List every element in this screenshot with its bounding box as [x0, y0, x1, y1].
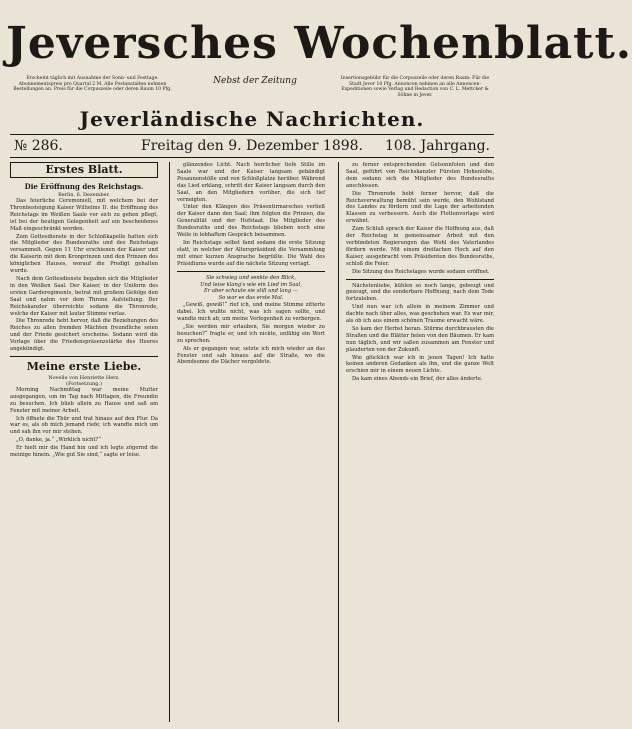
paragraph: „Sie werden mir erlauben, Sie morgen wieder zu besuchen?“ fragte er, und ich nickte, unfähig ein Wort zu sprechen.	[177, 323, 325, 344]
story-author: Novelle von Henriette Herz.	[48, 374, 120, 381]
subtitle: Jeverländische Nachrichten.	[79, 107, 425, 131]
story-title: Meine erste Liebe.	[26, 359, 142, 373]
paragraph: Im Reichstage selbst fand sodann die erste Sitzung statt, in welcher der Alterspräsident die Versammlung mit einer kurzen Ansprache begrüßte. Die Wahl des Präsidiums wurde auf die nächste Sitzung vertagt.	[177, 239, 325, 267]
paragraph: Die Thronrede hebt hervor, daß die Beziehungen des Reiches zu allen fremden Mächten freundliche seien und der Friede gesichert erscheine. Sodann wird die Vorlage über die Friedenspräsenzstärke des Heeres angekündigt.	[10, 318, 158, 353]
separator	[177, 271, 325, 272]
poem-line: Er aber schaute sie still und lang —	[204, 288, 298, 295]
poem-line: Und leise klang's wie ein Lied im Saal,	[200, 281, 302, 288]
paragraph: Da kam eines Abends ein Brief, der alles änderte.	[352, 376, 483, 383]
poem-line: So war es das erste Mal.	[218, 295, 284, 302]
paragraph: Als er gegangen war, setzte ich mich wieder an das Fenster und sah hinaus auf die Straße, wo die Abendsonne die Dächer vergoldete.	[177, 345, 325, 366]
column-1	[10, 162, 158, 722]
supplement-note: Nebst der Zeitung	[213, 76, 297, 86]
paragraph: zu ferner entsprechenden Gelsonnfoten und den Saal, geführt von Reichskanzler Fürsten Hohenlohe, dem sodann sich die Mitglieder des Bundesraths anschlossen.	[346, 162, 494, 189]
advertising-info: Insertionsgebühr für die Corpuszeile oder deren Raum: Für die Stadt Jever 10 Pfg. Annoncen nehmen an alle Annoncen-Expeditionen sowie Verlag und Redaction von C. L. Mettcker & Söhne in Jever.	[340, 76, 490, 98]
issue-volume: 108. Jahrgang.	[384, 138, 490, 154]
article-dateline: Berlin, 6. Dezember.	[58, 192, 110, 198]
paragraph: glänzendes Licht. Nach herrlicher tiefe Stille im Saale war und der Kaiser langsam gebändigt Posaunenstöße und von Schloßplatze herüber. Während das Lied erklang, schritt der Kaiser langsam durch den Saal, an den Mitgliedern vorüber, die sich tief verneigten.	[177, 162, 325, 203]
column-divider	[169, 162, 170, 722]
article-title: Die Eröffnung des Reichstags.	[24, 182, 144, 191]
paragraph: Und nun war ich allein in meinem Zimmer und dachte nach über alles, was geschehen war. Es war mir, als ob ich aus einem schönen Traume erwacht wäre.	[346, 304, 494, 325]
paragraph: Nächstenliebe, kühlen so noch lange, gebeugt und gezeugt, und die sonderbare Hoffnung, nach dem Tode fortzuleben.	[346, 282, 494, 303]
paragraph: Zum Gottesdienste in der Schloßkapelle hatten sich die Mitglieder des Bundesraths und des Reichstags versammelt. Gegen 11 Uhr erschienen der Kaiser und die Kaiserin mit dem Kronprinzen und den Prinzen des königlichen Hauses, worauf die Predigt gehalten wurde.	[10, 233, 158, 275]
column-2	[177, 162, 325, 722]
bottom-rule	[10, 157, 494, 158]
paragraph: So kam der Herbst heran. Stürme durchbrausten die Straßen und die Blätter fielen von den Bäumen. Er kam nun täglich, und wir saßen zusammen am Fenster und plauderten von der Zukunft.	[346, 325, 494, 353]
paragraph: Morning Nachmittag war meine Mutter ausgegangen, um im Tag nach Mittagen, die Freundin zu besuchen. Ich blieb allein zu Hause und saß am Fenster mit meiner Arbeit.	[10, 386, 158, 414]
separator	[10, 356, 158, 357]
paragraph: Die Thronrede hebt ferner hervor, daß die Reichsverwaltung bemüht sein werde, den Wohlstand des Landes zu fördern und die Lage der arbeitenden Klassen zu verbessern. Auch die Flottenvorlage wird erwähnt.	[346, 190, 494, 225]
subscription-info: Erscheint täglich mit Ausnahme der Sonn- und Festtage. Abonnementspreis pro Quartal 2 M. Alle Postanstalten nehmen Bestellungen an. Preis für die Corpuszeile oder deren Raum 10 Pfg.	[13, 76, 172, 93]
section-box-title: Erstes Blatt.	[10, 162, 158, 178]
paragraph: Die Sitzung des Reichstages wurde sodann eröffnet.	[352, 268, 490, 275]
paragraph: Unter den Klängen des Präsentirmarsches verließ der Kaiser dann den Saal; ihm folgten die Prinzen, die Generalität und der Hofstaat. Die Mitglieder des Bundesraths und des Reichstags blieben noch eine Weile in lebhaftem Gespräch beisammen.	[177, 204, 325, 239]
story-continuation: (Fortsetzung.)	[66, 380, 102, 387]
column-divider	[338, 162, 339, 722]
poem-line: Sie schwieg und senkte den Blick,	[206, 274, 296, 281]
paragraph: Wie glücklich war ich in jenen Tagen! Ich hatte keinen anderen Gedanken als ihn, und die ganze Welt erschien mir in einem neuen Lichte.	[346, 354, 494, 375]
paragraph: Zum Schluß sprach der Kaiser die Hoffnung aus, daß der Reichstag in gemeinsamer Arbeit mit den verbündeten Regierungen das Wohl des Vaterlandes fördern werde. Mit einem dreifachen Hoch auf den Kaiser, ausgebracht vom Präsidenten des Bundesraths, schloß die Feier.	[346, 226, 494, 267]
paragraph: Er hielt mir die Hand hin und ich legte zögernd die meinige hinein. „Wie gut Sie sind,“ sagte er leise.	[10, 445, 158, 459]
paragraph: Nach dem Gottesdienste begaben sich die Mitglieder in den Weißen Saal. Der Kaiser, in der Uniform des ersten Garderegiments, betrat mit großem Gefolge den Saal und nahm vor dem Throne Aufstellung. Der Reichskanzler überreichte sodann die Thronrede, welche der Kaiser mit lauter Stimme verlas.	[10, 275, 158, 317]
subheader	[10, 76, 494, 110]
paragraph: Das feierliche Ceremoniell, mit welchem bei der Thronbesteigung Kaiser Wilhelms II. die Eröffnung des Reichstags im Weißen Saale vor sich zu gehen pflegt, ist bei der heutigen Gelegenheit auf ein bescheidenes Maß eingeschränkt worden.	[10, 198, 158, 232]
separator	[346, 279, 494, 280]
masthead-title: Jeversches Wochenblatt.	[6, 18, 632, 69]
top-rule	[10, 134, 494, 135]
paragraph: Ich öffnete die Thür und trat hinaus auf den Flur. Da war es, als ob mich jemand riefe; ich wandte mich um und sah ihn vor mir stehen.	[10, 415, 158, 436]
issue-number: № 286.	[14, 138, 63, 154]
issue-date: Freitag den 9. Dezember 1898.	[141, 138, 363, 154]
issue-line	[10, 137, 494, 155]
paragraph: „Gewiß, gewiß!“ rief ich, und meine Stimme zitterte dabei. Ich wußte nicht, was ich sagen sollte, und wandte mich ab, um meine Verlegenheit zu verbergen.	[177, 302, 325, 323]
column-3	[346, 162, 494, 722]
paragraph: „O, danke, ja.“ „Wirklich nicht?“	[16, 437, 101, 444]
